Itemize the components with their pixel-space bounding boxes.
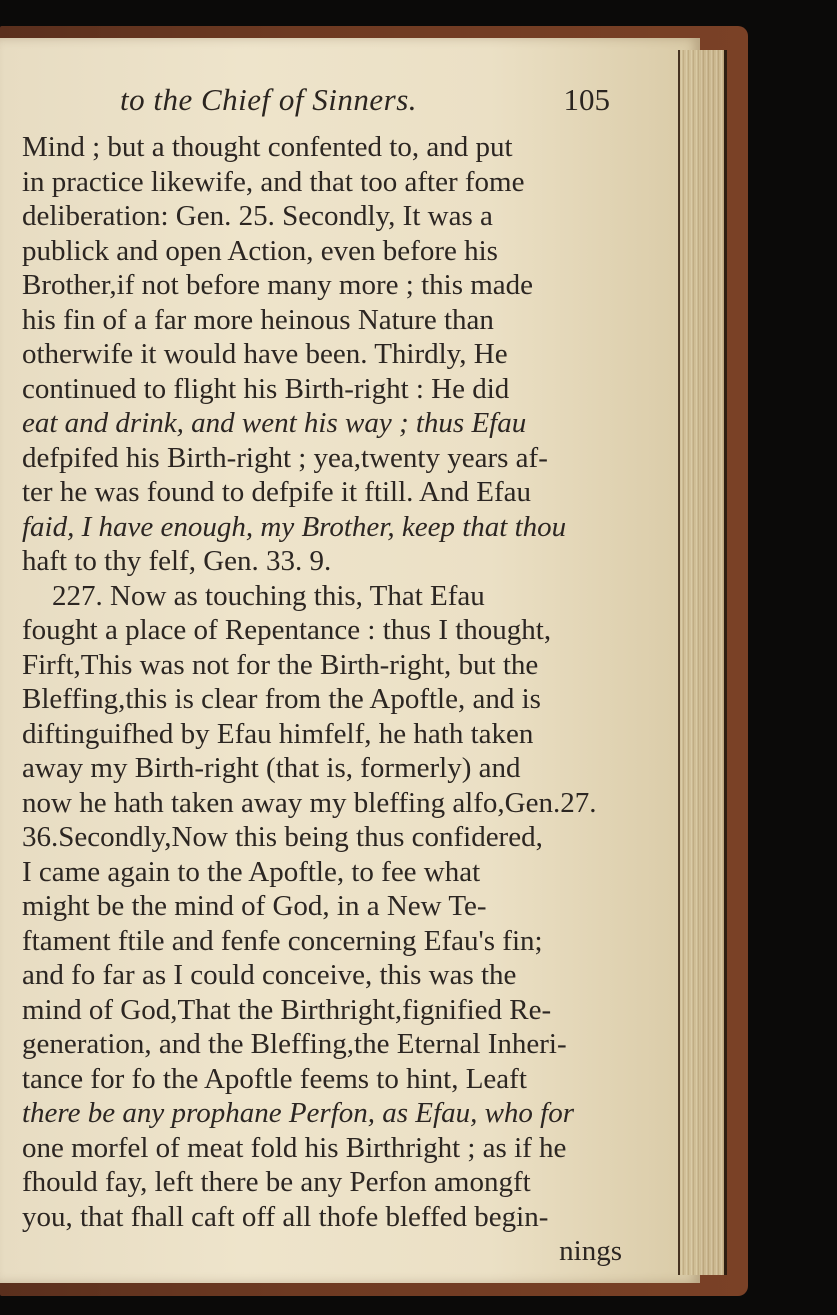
text-line: fought a place of Repentance : thus I thought, <box>22 614 552 646</box>
body-text <box>22 130 622 1269</box>
text-line: Mind ; but a thought confented to, and put <box>22 131 513 163</box>
page-number: 105 <box>563 82 610 117</box>
text-line: 36.Secondly,Now this being thus confidered, <box>22 821 543 853</box>
text-line: haft to thy felf, Gen. 33. 9. <box>22 545 332 577</box>
text-line: tance for fo the Apoftle feems to hint, Leaft <box>22 1062 527 1095</box>
text-line: nings <box>559 1235 622 1267</box>
text-line: publick and open Action, even before his <box>22 234 498 267</box>
text-line: fhould fay, left there be any Perfon amongft <box>22 1166 531 1198</box>
text-line: in practice likewife, and that too after fome <box>22 165 525 198</box>
running-head: to the Chief of Sinners. <box>120 82 418 117</box>
text-line: defpifed his Birth-right ; yea,twenty years af- <box>22 441 548 474</box>
page-edges <box>678 50 727 1275</box>
text-line: otherwife it would have been. Thirdly, He <box>22 338 508 370</box>
text-line: his fin of a far more heinous Nature than <box>22 303 494 336</box>
text-line: away my Birth-right (that is, formerly) and <box>22 752 521 784</box>
text-line: might be the mind of God, in a New Te- <box>22 890 487 922</box>
text-line: diftinguifhed by Efau himfelf, he hath taken <box>22 717 534 750</box>
text-line: faid, I have enough, my Brother, keep that thou <box>22 510 567 543</box>
text-line: there be any prophane Perfon, as Efau, who for <box>22 1097 575 1129</box>
text-line: Brother,if not before many more ; this made <box>22 269 534 301</box>
text-line: deliberation: Gen. 25. Secondly, It was a <box>22 200 493 232</box>
text-line: generation, and the Bleffing,the Eternal Inheri- <box>22 1028 567 1060</box>
text-line: I came again to the Apoftle, to fee what <box>22 855 481 888</box>
paragraph-start-line: 227. Now as touching this, That Efau <box>52 579 485 612</box>
text-line: continued to flight his Birth-right : He did <box>22 372 510 405</box>
text-line: ftament ftile and fenfe concerning Efau's fin; <box>22 924 543 957</box>
text-line: now he hath taken away my bleffing alfo,Gen.27. <box>22 786 597 819</box>
text-line: Bleffing,this is clear from the Apoftle, and is <box>22 683 541 715</box>
text-line: mind of God,That the Birthright,fignified Re- <box>22 993 552 1026</box>
text-line: ter he was found to defpife it ftill. And Efau <box>22 476 531 508</box>
text-line: eat and drink, and went his way ; thus Efau <box>22 407 527 439</box>
text-line: one morfel of meat fold his Birthright ; as if he <box>22 1131 567 1164</box>
text-line: Firft,This was not for the Birth-right, but the <box>22 648 539 681</box>
text-line: you, that fhall caft off all thofe bleffed begin- <box>22 1200 549 1233</box>
page-header <box>120 82 610 128</box>
text-line: and fo far as I could conceive, this was the <box>22 959 517 991</box>
